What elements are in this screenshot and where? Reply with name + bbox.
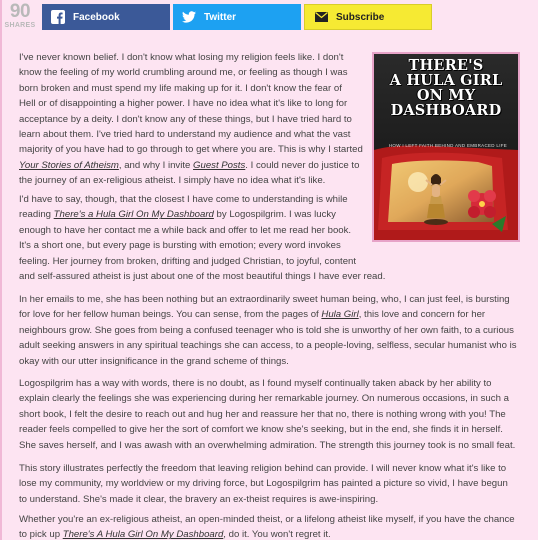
your-stories-of-atheism-link[interactable]: Your Stories of Atheism xyxy=(19,159,119,171)
text-line: explain clearly the feelings she was experiencing during her remarkable journey. On numerous occasions, in such a xyxy=(19,393,509,405)
envelope-icon xyxy=(312,8,330,26)
text-line xyxy=(19,307,534,322)
text-line xyxy=(19,207,379,222)
text-span: , this love and concern for her xyxy=(358,309,486,321)
book-cover-title xyxy=(374,58,518,118)
text-line: I'd have to say, though, that the closest I have come to understanding is while xyxy=(19,194,348,205)
book-cover-title-line: ON MY xyxy=(416,87,476,104)
facebook-icon xyxy=(49,8,67,26)
text-line: the journey of an ex-religious atheist. I simply have no idea what it's like. xyxy=(19,175,326,187)
text-line: neighbours grow. She goes from being a confused teenager who is told she is unworthy of her own faith, to a curious xyxy=(19,324,514,336)
article-paragraph-2 xyxy=(19,192,386,284)
hula-girl-link[interactable]: Hula Girl xyxy=(321,309,359,321)
facebook-share-label: Facebook xyxy=(73,11,120,23)
text-line: She saves herself, and I was awash with an overwhelming admiration. The strength this journey took is no small feat. xyxy=(19,439,516,451)
twitter-share-label: Twitter xyxy=(204,11,237,23)
text-line: lose my community, my worldview or my driving force, but Logospilgrim has painted a picture so vivid, I have begun xyxy=(19,478,508,490)
book-cover-subtitle: HOW I LEFT FAITH BEHIND AND EMBRACED LIFE xyxy=(388,143,508,148)
text-line: feeling. Her journey from broken, drifting and judged Christian, to joyful, content xyxy=(19,255,357,267)
hula-girl-book-link-bottom[interactable]: There's A Hula Girl On My Dashboard xyxy=(62,529,224,540)
text-line: Logospilgrim has a way with words, there is no doubt, as I found myself continually taken aback by her ability to xyxy=(19,378,492,389)
twitter-share-button[interactable] xyxy=(173,4,301,30)
red-flower-icon xyxy=(468,190,496,218)
text-span: , and why I invite xyxy=(118,159,194,171)
text-line: and self-assured atheist is just about one of the most beautiful things I have ever read. xyxy=(19,271,386,283)
facebook-share-button[interactable] xyxy=(42,4,170,30)
share-count-number: 90 xyxy=(9,1,31,22)
book-cover-title-line: DASHBOARD xyxy=(390,102,502,119)
text-line: enough to have her contact me a while back and offer to let me read her book. xyxy=(19,224,352,236)
text-line: This story illustrates perfectly the freedom that leaving religion behind can provide. I will never know what it's like to xyxy=(19,463,507,474)
text-span: to pick up xyxy=(19,529,63,540)
article-paragraph-1 xyxy=(19,50,369,189)
article-paragraph-4 xyxy=(19,376,534,453)
text-line: learn about them. I've tried hard to understand my audience and what the vast xyxy=(19,129,351,141)
text-line: In her emails to me, she has been nothing but an extraordinarily sweet human being, who, I can just feel, is bursting xyxy=(19,294,510,305)
article-paragraph-5 xyxy=(19,461,534,507)
text-line: reader feels compelled to give her the sort of comfort we know she's seeking, but in the end, she finds it in herself. xyxy=(19,424,503,436)
text-span: , do it. You won't regret it. xyxy=(223,529,331,540)
text-line xyxy=(19,158,369,173)
book-cover-image xyxy=(372,52,520,242)
subscribe-button[interactable] xyxy=(304,4,432,30)
text-line: I've never known belief. I don't know what losing my religion feels like. I don't xyxy=(19,52,344,63)
text-span: by Logospilgrim. I was lucky xyxy=(213,209,336,221)
text-span: reading xyxy=(19,209,54,221)
text-line: majority of you have had to go through to get where you are. This is why I started xyxy=(19,144,363,156)
share-count-label: SHARES xyxy=(4,22,36,29)
text-line: adult seeking answers in any spiritual teachings she can access, to a people-loving, selfless, secular humanist who is xyxy=(19,340,517,352)
text-line: Whether you're an ex-religious atheist, an open-minded theist, or a lifelong atheist like myself, if you have the chance xyxy=(19,514,515,525)
text-line: okay with our utter insignificance in the grand scheme of things. xyxy=(19,355,289,367)
text-line xyxy=(19,527,534,540)
guest-posts-link[interactable]: Guest Posts xyxy=(193,159,246,171)
text-line: Hell or of disappointing a higher power. I have no idea what it's like to long for xyxy=(19,98,348,110)
book-cover-title-line: THERE'S xyxy=(408,57,484,74)
hula-girl-book-link[interactable]: There's a Hula Girl On My Dashboard xyxy=(53,209,214,221)
subscribe-label: Subscribe xyxy=(336,11,385,23)
text-line: born broken and must spend my life making up for it. I don't know the fear of xyxy=(19,82,342,94)
text-span: . I could never do justice to xyxy=(245,159,360,171)
text-line: know the feeling of my world crumbling around me, or feeling as though I was xyxy=(19,67,348,79)
article-paragraph-6 xyxy=(19,512,534,540)
text-line: to understand. She's made it clear, the bravery an ex-theist requires is awe-inspiring. xyxy=(19,493,379,505)
text-line: short book, I felt the desire to reach out and hug her and reassure her that no, there is nothing wrong with you! The xyxy=(19,408,506,420)
text-line: It's a short one, but every page is bursting with emotion; every word invokes xyxy=(19,240,341,252)
article-paragraph-3 xyxy=(19,292,534,369)
twitter-bird-icon xyxy=(180,8,198,26)
share-count xyxy=(4,2,36,30)
book-cover-title-line: A HULA GIRL xyxy=(389,72,503,89)
text-span: for love for her fellow human beings. You can sense, from the pages of xyxy=(19,309,322,321)
text-line: acceptance by a deity. I don't know any of these things, but I have tried hard to xyxy=(19,113,352,125)
